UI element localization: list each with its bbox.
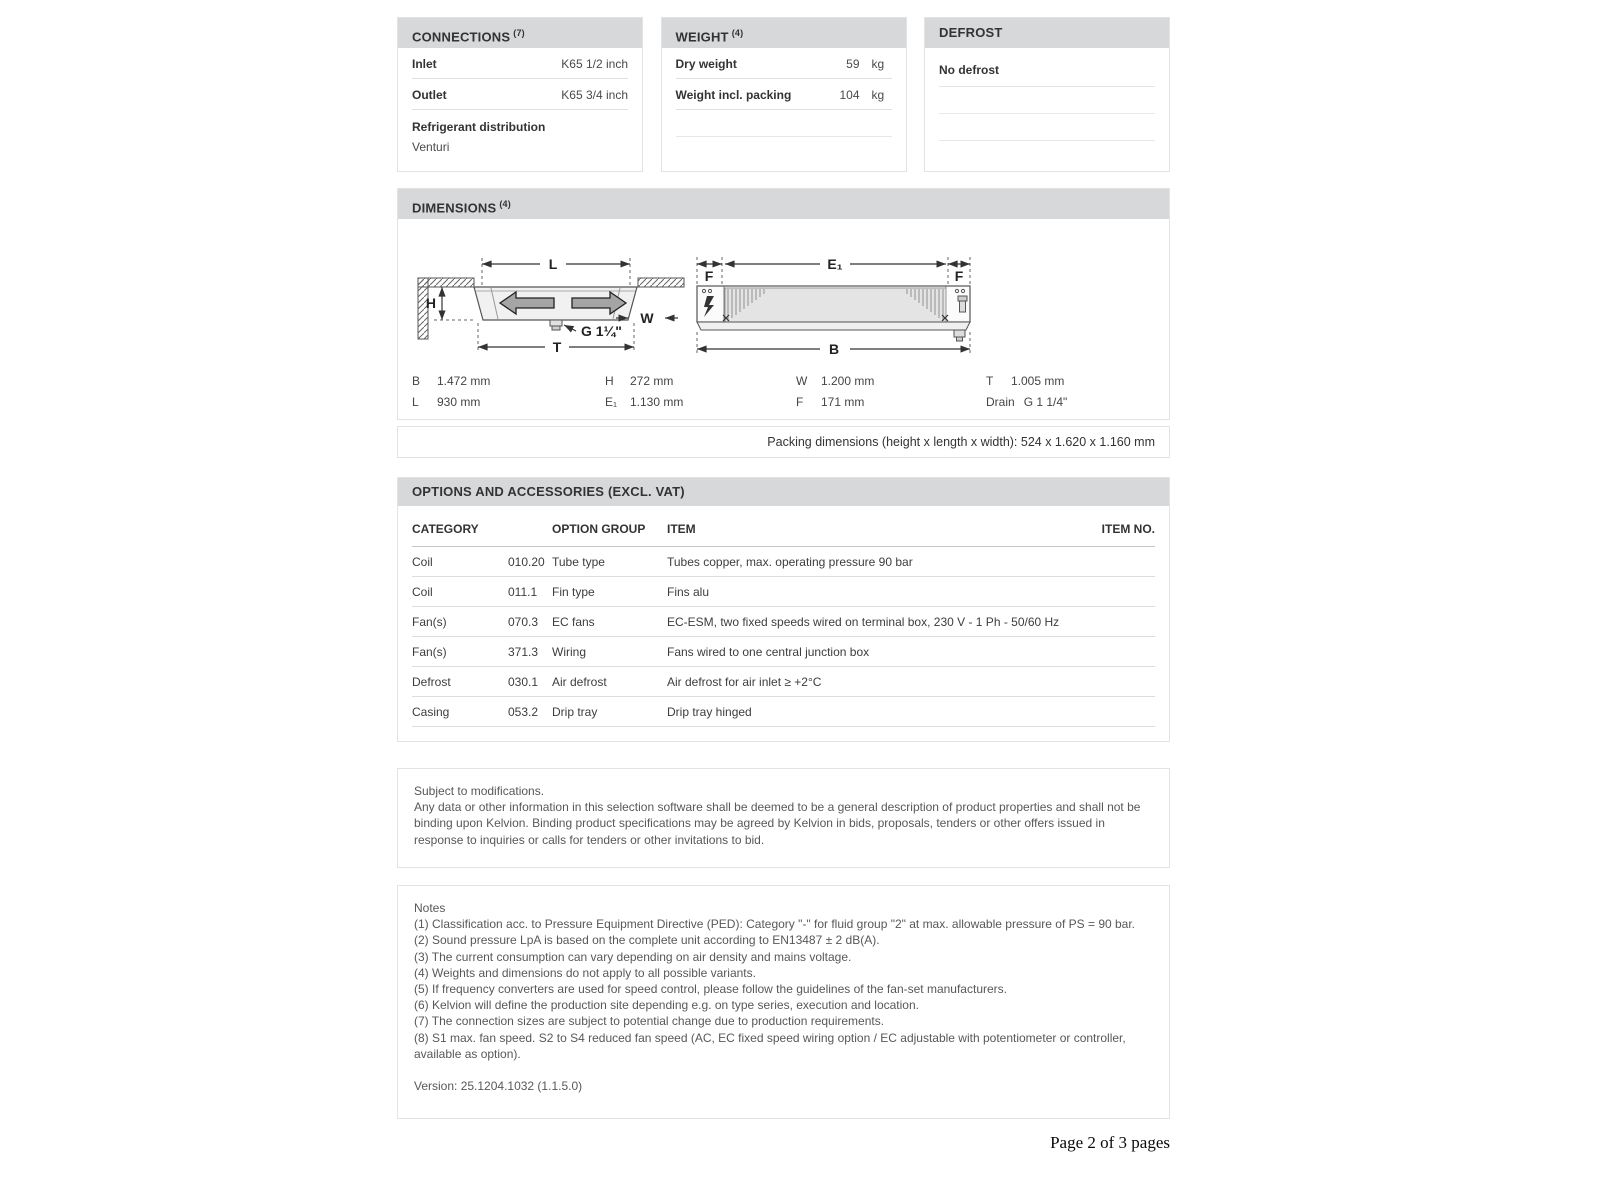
dim-H: H 272 mm xyxy=(605,374,674,388)
defrost-value: No defrost xyxy=(939,48,1155,87)
table-row: Coil 011.1 Fin type Fins alu xyxy=(412,577,1155,607)
options-box xyxy=(397,477,1170,742)
dimensions-footnote-ref: (4) xyxy=(499,199,511,209)
weight-title: WEIGHT xyxy=(675,29,729,45)
table-row: Defrost 030.1 Air defrost Air defrost for air inlet ≥ +2°C xyxy=(412,667,1155,697)
dim-label-F-right: F xyxy=(954,268,964,284)
dim-label-W: W xyxy=(640,310,654,326)
dim-F: F 171 mm xyxy=(796,395,865,409)
notes-title: Notes xyxy=(414,901,446,915)
dim-L: L 930 mm xyxy=(412,395,481,409)
note-2: (2) Sound pressure LpA is based on the complete unit according to EN13487 ± 2 dB(A). xyxy=(414,933,880,948)
dimensions-header xyxy=(398,189,1169,219)
valve-icon xyxy=(958,296,967,301)
note-7: (7) The connection sizes are subject to potential change due to production requirements. xyxy=(414,1014,885,1029)
note-5: (5) If frequency converters are used for speed control, please follow the guidelines of the fan-set manufacturers. xyxy=(414,982,1007,997)
table-row: Fan(s) 070.3 EC fans EC-ESM, two fixed speeds wired on terminal box, 230 V - 1 Ph - 50/60 Hz xyxy=(412,607,1155,637)
defrost-header xyxy=(925,18,1169,48)
packed-weight-row xyxy=(676,79,892,110)
inlet-label: Inlet xyxy=(412,57,437,71)
weight-footnote-ref: (4) xyxy=(731,28,744,38)
notes-box xyxy=(397,885,1170,1119)
disclaimer-box xyxy=(397,768,1170,868)
table-row: Fan(s) 371.3 Wiring Fans wired to one central junction box xyxy=(412,637,1155,667)
dry-weight-row xyxy=(676,48,892,79)
dim-B: B 1.472 mm xyxy=(412,374,491,388)
dry-weight-value: 59 xyxy=(846,57,860,71)
weight-header xyxy=(662,18,906,48)
dim-label-L: L xyxy=(548,256,558,272)
options-header xyxy=(398,478,1169,506)
col-item: ITEM xyxy=(667,522,696,536)
col-option-group: OPTION GROUP xyxy=(552,522,646,536)
dim-label-T: T xyxy=(552,339,562,355)
dim-label-F-left: F xyxy=(704,268,714,284)
connections-header xyxy=(398,18,642,48)
dimensions-title: DIMENSIONS xyxy=(412,200,497,216)
inlet-value: K65 1/2 inch xyxy=(561,57,628,71)
disclaimer-line2: Any data or other information in this selection software shall be deemed to be a general description of product properties and shall not be binding upon Kelvion. Binding product specifications may be agreed by Kelvion in bids, proposals, tenders or other offers issued in response to inquiries or calls for tenders or other invitations to bid. xyxy=(414,800,1141,847)
defrost-title: DEFROST xyxy=(939,25,1003,40)
dim-drain: Drain G 1 1/4" xyxy=(986,395,1068,409)
content-column xyxy=(397,17,1170,1153)
dimension-drawing-svg xyxy=(412,231,980,363)
dim-W: W 1.200 mm xyxy=(796,374,875,388)
note-4: (4) Weights and dimensions do not apply to all possible variants. xyxy=(414,965,756,980)
note-8: (8) S1 max. fan speed. S2 to S4 reduced fan speed (AC, EC fixed speed wiring option / EC adjustable with potentiometer or controller, available as option). xyxy=(414,1030,1126,1061)
packed-weight-unit: kg xyxy=(871,88,885,102)
page-number: Page 2 of 3 pages xyxy=(1050,1133,1170,1153)
note-1: (1) Classification acc. to Pressure Equipment Directive (PED): Category "-" for fluid group "2" at max. allowable pressure of PS = 90 bar. xyxy=(414,917,1136,932)
empty-row xyxy=(939,114,1155,141)
empty-row xyxy=(676,110,892,137)
outlet-label: Outlet xyxy=(412,88,447,102)
dry-weight-unit: kg xyxy=(871,57,885,71)
outlet-row xyxy=(412,79,628,110)
dimension-values xyxy=(398,368,1169,409)
version-text: Version: 25.1204.1032 (1.1.5.0) xyxy=(414,1079,583,1094)
col-category: CATEGORY xyxy=(412,522,479,536)
connections-box xyxy=(397,17,643,172)
connections-footnote-ref: (7) xyxy=(513,28,525,38)
note-3: (3) The current consumption can vary depending on air density and mains voltage. xyxy=(414,949,852,964)
drain-stub xyxy=(550,320,562,326)
packed-weight-value: 104 xyxy=(839,88,860,102)
side-view-drawing xyxy=(418,256,684,355)
weight-box xyxy=(661,17,907,172)
dimensions-box xyxy=(397,188,1170,420)
note-6: (6) Kelvion will define the production site depending e.g. on type series, execution and location. xyxy=(414,998,919,1013)
top-row xyxy=(397,17,1170,172)
drain-fitting xyxy=(954,330,965,337)
disclaimer-line1: Subject to modifications. xyxy=(414,784,545,798)
dim-label-H: H xyxy=(425,295,436,311)
table-row: Coil 010.20 Tube type Tubes copper, max. operating pressure 90 bar xyxy=(412,547,1155,577)
front-view-drawing xyxy=(697,256,970,357)
defrost-box xyxy=(924,17,1170,172)
dim-label-G: G 1¼" xyxy=(581,323,622,339)
dim-label-B: B xyxy=(828,341,840,357)
table-row: Casing 053.2 Drip tray Drip tray hinged xyxy=(412,697,1155,727)
dim-T: T 1.005 mm xyxy=(986,374,1065,388)
options-table-header xyxy=(412,506,1155,547)
outlet-value: K65 3/4 inch xyxy=(561,88,628,102)
refrigerant-distribution-value: Venturi xyxy=(412,140,450,154)
empty-row xyxy=(939,87,1155,114)
refrigerant-distribution-label: Refrigerant distribution xyxy=(412,120,546,134)
dim-E1: E₁ 1.130 mm xyxy=(605,395,684,409)
options-title: OPTIONS AND ACCESSORIES (EXCL. VAT) xyxy=(412,484,685,499)
inlet-row xyxy=(412,48,628,79)
packing-dimensions: Packing dimensions (height x length x width): 524 x 1.620 x 1.160 mm xyxy=(397,426,1170,458)
col-item-no: ITEM NO. xyxy=(1101,522,1155,536)
dry-weight-label: Dry weight xyxy=(675,57,737,71)
packed-weight-label: Weight incl. packing xyxy=(675,88,792,102)
technical-drawing xyxy=(398,219,1169,368)
connections-title: CONNECTIONS xyxy=(412,29,511,45)
dim-label-E1: E₁ xyxy=(827,256,843,272)
